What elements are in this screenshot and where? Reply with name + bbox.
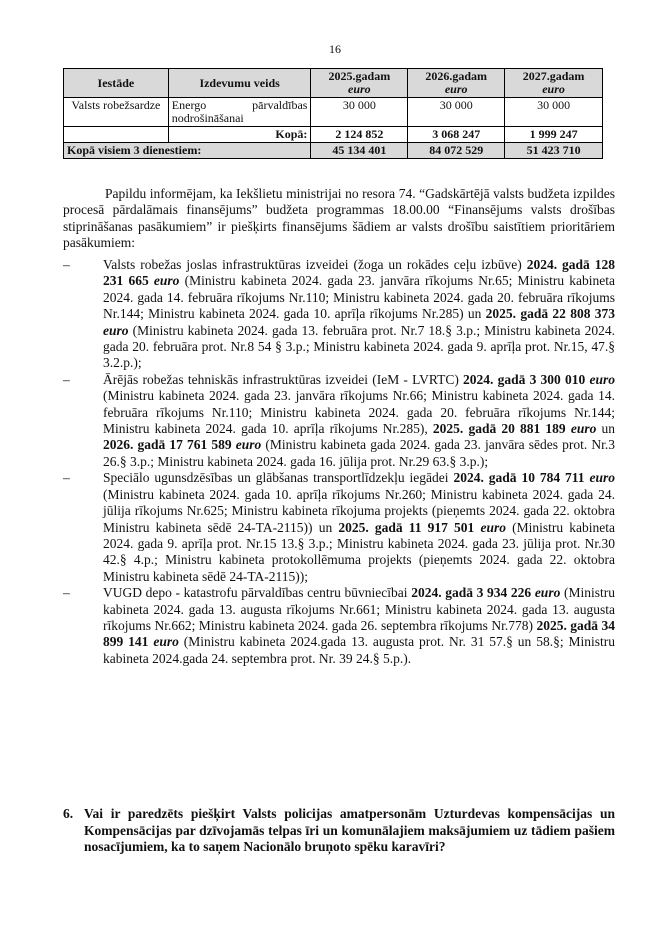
header-2026-unit: euro — [444, 82, 468, 96]
list-item-amount: 2026. gadā 17 761 589 — [103, 437, 236, 453]
list-item-text: (Ministru kabineta gada 2024. gada 23. janvāra sēdes prot. Nr.3 26.§ 3.p.; Ministru kabineta 2024. gada 16. jūlija prot. Nr.29 63.§ 3.p.); — [103, 437, 615, 469]
header-2025-label: 2025.gadam — [328, 69, 391, 83]
list-item-unit: euro — [153, 273, 180, 289]
cell-institution: Valsts robežsardze — [64, 98, 169, 127]
list-item-amount: 2024. gadā 3 934 226 — [411, 585, 535, 601]
dash-marker: – — [63, 257, 70, 272]
cell-expense-type-line2: nodrošināšanai — [171, 111, 244, 125]
table-row — [64, 98, 603, 127]
dash-marker: – — [63, 371, 70, 387]
cell-2025: 30 000 — [311, 98, 408, 127]
question-number: 6. — [63, 806, 74, 821]
list-item-unit: euro — [589, 470, 615, 486]
list-item-amount: 2025. gadā 11 917 501 — [338, 519, 481, 535]
list-item-text: un — [596, 421, 615, 437]
list-item-text: (Ministru kabineta 2024. gada 13. februāra prot. Nr.7 18.§ 3.p.; Ministru kabineta 2024. gada 20. februāra prot. Nr.8 54 § 3.p.; Ministru kabineta 2024. gada 9. aprīļa prot. Nr.15, 47.§ 3.2.p.); — [103, 322, 615, 371]
list-item-text: Ārējās robežas tehniskās infrastruktūras izveidei (IeM - LVRTC) — [103, 371, 464, 387]
list-item-unit: euro — [235, 437, 262, 453]
list-item-text: VUGD depo - katastrofu pārvaldības centru būvniecībai — [103, 585, 412, 601]
question-6 — [63, 806, 615, 856]
cell-expense-type-line1: Energo pārvaldības — [171, 98, 308, 112]
list-item-text: (Ministru kabineta 2024. gada 23. janvāra rīkojums Nr.66; Ministru kabineta 2024. gada 14. februāra rīkojums Nr.110; Ministru kabineta 2024. gada 20. februāra rīkojums Nr.144; Ministru kabineta 2024. gada 10. aprīļa rīkojums Nr.285), — [103, 388, 615, 437]
header-institution: Iestāde — [64, 69, 169, 98]
table-header-row — [64, 69, 603, 98]
budget-table — [63, 68, 603, 159]
cell-expense-type — [168, 98, 311, 127]
list-item — [63, 585, 615, 667]
question-text: Vai ir paredzēts piešķirt Valsts policijas amatpersonām Uzturdevas kompensācijas un Kompensācijas par dzīvojamās telpas īri un komunālajiem maksājumiem uz tādiem pašiem nosacījumiem, ka to saņem Nacionālo bruņoto spēku karavīri? — [84, 806, 615, 855]
header-2027 — [505, 69, 603, 98]
list-item-amount: 2025. gadā 20 881 189 — [432, 421, 571, 437]
header-2027-label: 2027.gadam — [522, 69, 585, 83]
list-item-amount: 2025. gadā 22 808 373 — [485, 306, 615, 322]
list-item-text: (Ministru kabineta 2024. gada 13. augusta rīkojums Nr.661; Ministru kabineta 2024. gada 13. augusta rīkojums Nr.662; Ministru kabineta 2024. gada 26. septembra rīkojums Nr.778) — [103, 585, 615, 633]
list-item-text: (Ministru kabineta 2024.gada 13. augusta prot. Nr. 31 57.§ un 58.§; Ministru kabineta 2024.gada 24. septembra prot. Nr. 39 24.§ 5.p.). — [103, 634, 616, 666]
list-item-unit: euro — [103, 322, 129, 338]
list-item-unit: euro — [534, 585, 561, 601]
cell-2026: 30 000 — [408, 98, 505, 127]
grand-total-label: Kopā visiem 3 dienestiem: — [64, 143, 311, 159]
funding-list — [63, 257, 615, 667]
list-item-text: (Ministru kabineta 2024. gada 23. janvāra rīkojums Nr.65; Ministru kabineta 2024. gada 14. februāra rīkojums Nr.110; Ministru kabineta 2024. gada 20. februāra rīkojums Nr.144; Ministru kabineta 2024. gada 10. aprīļa rīkojums Nr.285) un — [103, 273, 615, 322]
subtotal-row — [64, 127, 603, 143]
list-item-unit: euro — [570, 421, 597, 437]
dash-marker: – — [63, 470, 70, 486]
list-item-text: Valsts robežas joslas infrastruktūras izveidei (žoga un rokādes ceļu izbūve) — [103, 257, 527, 272]
subtotal-empty — [64, 127, 169, 143]
grand-total-2027: 51 423 710 — [505, 143, 603, 159]
list-item-amount: 2024. gadā 10 784 711 — [453, 470, 590, 486]
header-2026 — [408, 69, 505, 98]
header-expense-type: Izdevumu veids — [168, 69, 311, 98]
list-item-amount: 2025. gadā 34 899 141 — [103, 617, 615, 650]
grand-total-2025: 45 134 401 — [311, 143, 408, 159]
list-item-text: (Ministru kabineta 2024. gada 9. aprīļa prot. Nr.15 13.§ 3.p.; Ministru kabineta 2024. gada 23. jūlija prot. Nr.30 42.§ 4.p.; Ministru kabineta protokollēmuma projekts (pieņemts 2024. gada 22. oktobra Ministru kabineta sēdē 24-TA-2115)); — [103, 519, 616, 584]
header-2027-unit: euro — [542, 82, 565, 96]
list-item-unit: euro — [480, 519, 506, 535]
list-item — [63, 257, 615, 372]
subtotal-2026: 3 068 247 — [408, 127, 505, 143]
list-item — [63, 470, 615, 585]
list-item-unit: euro — [153, 634, 179, 650]
list-item-unit: euro — [589, 371, 615, 387]
intro-paragraph: Papildu informējam, ka Iekšlietu ministrijai no resora 74. “Gadskārtējā valsts budžeta izpildes procesā pārdalāmais finansējums” budžeta programmas 18.00.00 “Finansējums valsts drošības stiprināšanas pasākumiem” ir piešķirts finansējums šādiem ar valsts drošību saistītiem prioritāriem pasākumiem: — [63, 186, 615, 251]
list-item-text: Speciālo ugunsdzēsības un glābšanas transportlīdzekļu iegādei — [103, 470, 454, 486]
grand-total-row — [64, 143, 603, 159]
subtotal-2025: 2 124 852 — [311, 127, 408, 143]
subtotal-label: Kopā: — [168, 127, 311, 143]
list-item-amount: 2024. gadā 3 300 010 — [463, 371, 590, 387]
list-item-amount: 2024. gadā 128 231 665 — [103, 257, 615, 289]
dash-marker: – — [63, 585, 70, 601]
header-2025-unit: euro — [348, 82, 371, 96]
grand-total-2026: 84 072 529 — [408, 143, 505, 159]
cell-2027: 30 000 — [505, 98, 603, 127]
list-item-text: (Ministru kabineta 2024. gada 10. aprīļa rīkojums Nr.260; Ministru kabineta 2024. gada 24. jūlija rīkojums Nr.625; Ministru kabineta rīkojuma projekts (pieņemts 2024. gada 22. oktobra Ministru kabineta sēdē 24-TA-2115)) un — [103, 486, 615, 535]
header-2026-label: 2026.gadam — [425, 69, 488, 83]
page-number: 16 — [329, 42, 341, 56]
subtotal-2027: 1 999 247 — [505, 127, 603, 143]
list-item — [63, 372, 615, 470]
header-2025 — [311, 69, 408, 98]
